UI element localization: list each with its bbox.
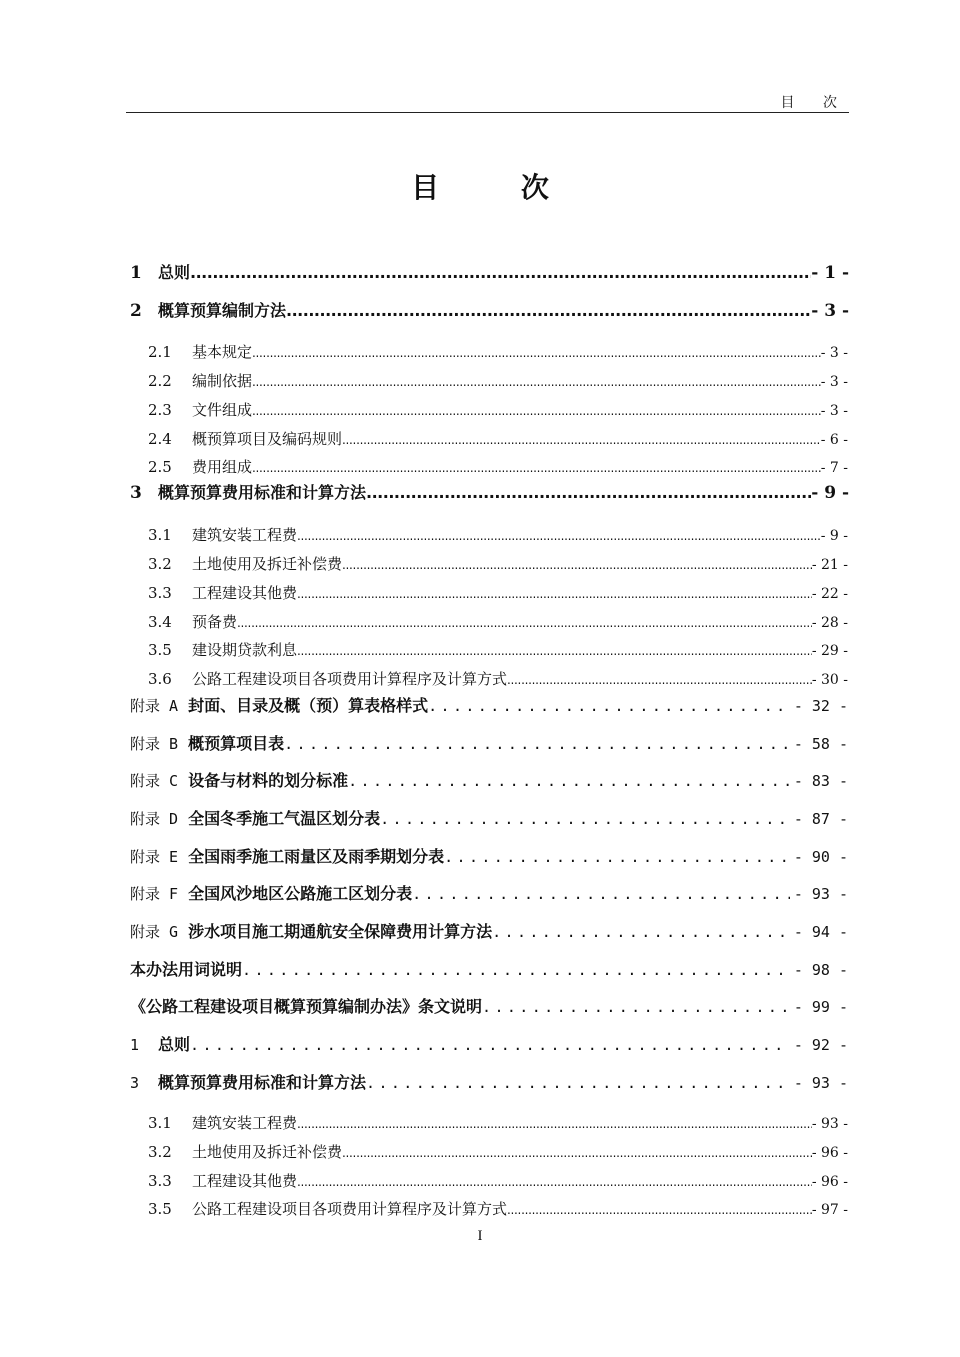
toc-entry[interactable] [148, 582, 848, 603]
toc-entry[interactable] [148, 399, 848, 420]
toc-entry-page: - 98 - [793, 961, 848, 979]
toc-entry-number: 3.1 [148, 1114, 172, 1132]
toc-entry[interactable] [130, 957, 848, 980]
toc-entry-title: 土地使用及拆迁补偿费 [192, 1143, 343, 1161]
toc-entry[interactable] [130, 768, 848, 791]
toc-leader-dots [190, 263, 811, 282]
toc-entry-number: 3.2 [148, 1143, 172, 1161]
toc-entry[interactable] [148, 1198, 848, 1219]
toc-entry-page: - 7 - [820, 460, 848, 476]
toc-leader-dots [428, 697, 790, 715]
toc-entry-title: 封面、目录及概（预）算表格样式 [188, 696, 429, 715]
toc-entry-page: - 32 - [793, 697, 848, 715]
toc-leader-dots [297, 587, 812, 601]
toc-leader-dots [366, 483, 811, 502]
toc-entry-page: - 99 - [793, 998, 848, 1016]
toc-entry-number: 3 [130, 1074, 140, 1092]
toc-entry-page: - 97 - [811, 1202, 848, 1218]
toc-entry-page: - 93 - [793, 1074, 848, 1092]
toc-entry-page: - 93 - [811, 1116, 848, 1132]
toc-leader-dots [190, 1036, 790, 1054]
toc-entry-number: 2.2 [148, 372, 172, 390]
toc-entry-number: 附录 C [130, 772, 179, 790]
toc-entry-page: - 87 - [793, 810, 848, 828]
toc-entry-title: 概算预算编制方法 [158, 301, 287, 320]
toc-entry-title: 总则 [158, 263, 191, 282]
toc-entry[interactable] [130, 693, 848, 716]
toc-entry[interactable] [130, 844, 848, 867]
toc-entry[interactable] [130, 731, 848, 754]
toc-leader-dots [297, 529, 821, 543]
toc-entry[interactable] [130, 480, 849, 503]
toc-entry-number: 3.2 [148, 555, 172, 573]
toc-entry-title: 全国风沙地区公路施工区划分表 [188, 884, 413, 903]
toc-entry-number: 2.1 [148, 343, 172, 361]
toc-entry-page: - 9 - [811, 483, 849, 503]
toc-entry-title: 概算预算费用标准和计算方法 [158, 1073, 367, 1092]
toc-entry-number: 2 [130, 301, 142, 321]
toc-entry[interactable] [148, 524, 848, 545]
toc-entry-number: 3.4 [148, 613, 172, 631]
toc-entry-title: 概预算项目及编码规则 [192, 430, 343, 448]
toc-entry-number: 附录 A [130, 697, 179, 715]
toc-entry-page: - 3 - [820, 345, 848, 361]
toc-entry-title: 费用组成 [192, 458, 253, 476]
toc-entry-page: - 92 - [793, 1036, 848, 1054]
toc-entry-title: 设备与材料的划分标准 [188, 771, 349, 790]
toc-entry[interactable] [148, 639, 848, 660]
toc-entry[interactable] [130, 298, 849, 321]
toc-entry-title: 公路工程建设项目各项费用计算程序及计算方式 [192, 670, 508, 688]
toc-leader-dots [297, 1175, 812, 1189]
toc-leader-dots [342, 433, 821, 447]
toc-leader-dots [297, 1117, 812, 1131]
toc-entry-number: 3.6 [148, 670, 172, 688]
toc-entry-number: 附录 F [130, 885, 179, 903]
toc-entry[interactable] [130, 994, 848, 1017]
toc-entry-number: 附录 G [130, 923, 179, 941]
toc-leader-dots [507, 673, 812, 687]
toc-entry-number: 3.3 [148, 584, 172, 602]
toc-entry-title: 涉水项目施工期通航安全保障费用计算方法 [188, 922, 493, 941]
toc-entry-page: - 30 - [811, 672, 848, 688]
toc-entry-page: - 94 - [793, 923, 848, 941]
toc-entry-title: 全国雨季施工雨量区及雨季期划分表 [188, 847, 445, 866]
toc-leader-dots [342, 1146, 812, 1160]
toc-entry-title: 工程建设其他费 [192, 1172, 298, 1190]
toc-leader-dots [412, 885, 790, 903]
toc-entry-title: 全国冬季施工气温区划分表 [188, 809, 381, 828]
toc-entry[interactable] [148, 428, 848, 449]
toc-leader-dots [482, 998, 790, 1016]
toc-entry-number: 附录 B [130, 735, 179, 753]
toc-entry-page: - 90 - [793, 848, 848, 866]
toc-entry-title: 本办法用词说明 [130, 960, 243, 979]
toc-entry[interactable] [148, 668, 848, 689]
toc-entry-number: 3.5 [148, 1200, 172, 1218]
toc-leader-dots [348, 772, 790, 790]
toc-leader-dots [297, 644, 812, 658]
toc-entry-number: 附录 E [130, 848, 179, 866]
toc-entry-number: 2.4 [148, 430, 172, 448]
toc-entry[interactable] [148, 341, 848, 362]
header-label: 目 次 [780, 95, 849, 111]
toc-entry-page: - 3 - [811, 301, 849, 321]
toc-leader-dots [252, 375, 821, 389]
toc-entry-number: 2.5 [148, 458, 172, 476]
toc-leader-dots [380, 810, 790, 828]
toc-entry-title: 《公路工程建设项目概算预算编制办法》条文说明 [130, 997, 483, 1016]
toc-leader-dots [444, 848, 790, 866]
toc-entry-title: 建设期贷款利息 [192, 641, 298, 659]
toc-entry-title: 土地使用及拆迁补偿费 [192, 555, 343, 573]
toc-entry-title: 基本规定 [192, 343, 253, 361]
toc-entry[interactable] [148, 553, 848, 574]
toc-entry-number: 1 [130, 1036, 140, 1054]
toc-entry[interactable] [148, 370, 848, 391]
toc-leader-dots [252, 346, 821, 360]
page-title: 目 次 [411, 171, 585, 204]
toc-entry-page: - 58 - [793, 735, 848, 753]
toc-entry-number: 1 [130, 263, 142, 283]
toc-entry-title: 编制依据 [192, 372, 253, 390]
toc-entry[interactable] [130, 919, 848, 942]
toc-entry[interactable] [130, 1070, 848, 1093]
toc-entry-title: 总则 [158, 1035, 191, 1054]
toc-leader-dots [342, 558, 812, 572]
toc-entry-title: 建筑安装工程费 [192, 1114, 298, 1132]
toc-entry[interactable] [130, 881, 848, 904]
toc-entry-number: 3.5 [148, 641, 172, 659]
toc-entry[interactable] [130, 806, 848, 829]
toc-leader-dots [286, 301, 811, 320]
toc-entry-number: 3.1 [148, 526, 172, 544]
toc-entry-page: - 96 - [811, 1145, 848, 1161]
toc-entry-number: 3 [130, 483, 142, 503]
toc-leader-dots [242, 961, 790, 979]
toc-entry-page: - 3 - [820, 403, 848, 419]
toc-entry-page: - 28 - [811, 615, 848, 631]
toc-entry-title: 概算预算费用标准和计算方法 [158, 483, 367, 502]
toc-entry-page: - 93 - [793, 885, 848, 903]
toc-entry-page: - 1 - [811, 263, 849, 283]
toc-leader-dots [492, 923, 790, 941]
toc-leader-dots [366, 1074, 790, 1092]
toc-entry-title: 概预算项目表 [188, 734, 285, 753]
toc-entry[interactable] [148, 611, 848, 632]
toc-leader-dots [237, 616, 812, 630]
toc-entry-number: 2.3 [148, 401, 172, 419]
toc-entry-page: - 29 - [811, 643, 848, 659]
toc-entry-page: - 22 - [811, 586, 848, 602]
toc-entry[interactable] [148, 1170, 848, 1191]
toc-entry[interactable] [130, 1032, 848, 1055]
toc-entry-page: - 83 - [793, 772, 848, 790]
toc-entry-title: 工程建设其他费 [192, 584, 298, 602]
toc-leader-dots [507, 1203, 812, 1217]
toc-entry[interactable] [130, 260, 849, 283]
toc-entry[interactable] [148, 456, 848, 477]
toc-entry-page: - 96 - [811, 1174, 848, 1190]
toc-entry-title: 公路工程建设项目各项费用计算程序及计算方式 [192, 1200, 508, 1218]
toc-leader-dots [284, 735, 790, 753]
toc-entry-number: 3.3 [148, 1172, 172, 1190]
toc-entry[interactable] [148, 1141, 848, 1162]
toc-entry-page: - 9 - [820, 528, 848, 544]
toc-entry-title: 建筑安装工程费 [192, 526, 298, 544]
toc-entry-page: - 21 - [811, 557, 848, 573]
toc-entry-page: - 6 - [820, 432, 848, 448]
toc-entry-number: 附录 D [130, 810, 179, 828]
toc-leader-dots [252, 404, 821, 418]
toc-entry[interactable] [148, 1112, 848, 1133]
toc-leader-dots [252, 461, 821, 475]
toc-entry-page: - 3 - [820, 374, 848, 390]
page-number: I [477, 1228, 483, 1244]
toc-entry-title: 文件组成 [192, 401, 253, 419]
toc-entry-title: 预备费 [192, 613, 238, 631]
